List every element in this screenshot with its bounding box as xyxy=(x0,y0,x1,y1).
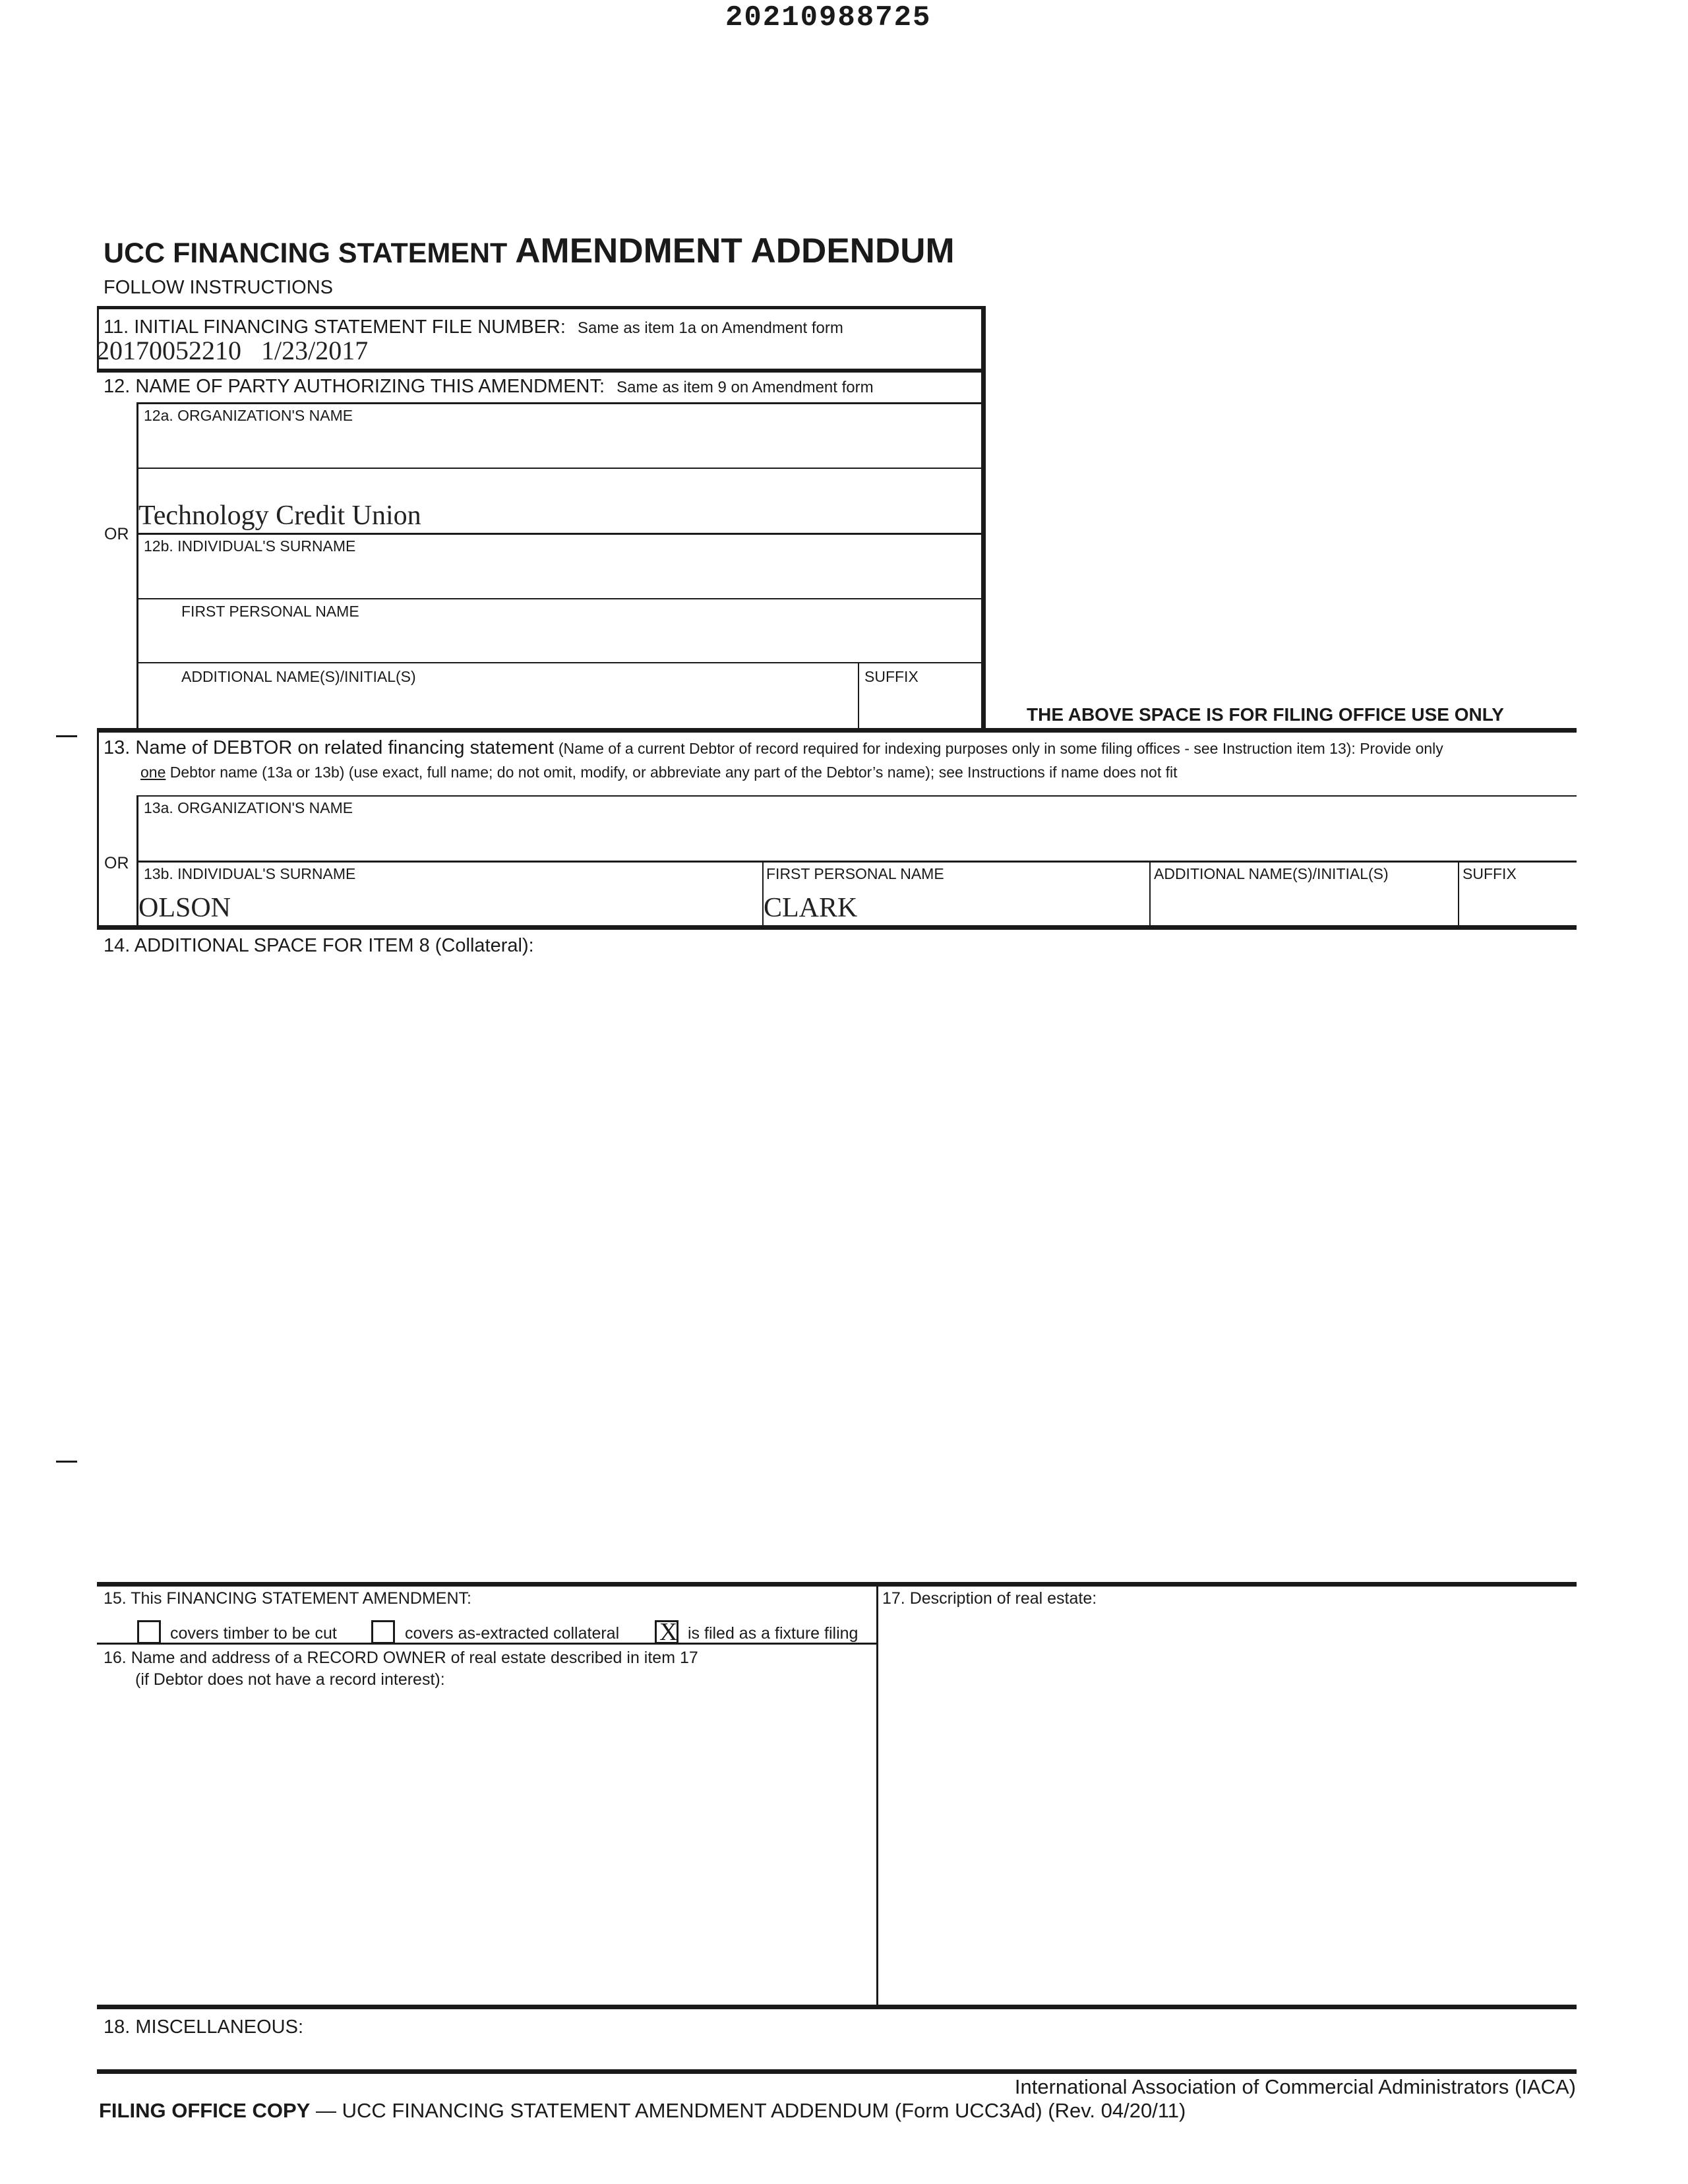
form-title-part1: UCC FINANCING STATEMENT xyxy=(104,237,516,269)
item11-file-number: 20170052210 1/23/2017 xyxy=(96,336,369,365)
item12-or: OR xyxy=(104,525,129,543)
item13-note2-underline: one xyxy=(140,764,166,781)
footer-copy-rest: — UCC FINANCING STATEMENT AMENDMENT ADDENDUM (Form UCC3Ad) (Rev. 04/20/11) xyxy=(310,2099,1186,2122)
item16-title: 16. Name and address of a RECORD OWNER of real estate described in item 17 xyxy=(104,1649,698,1667)
item16-label xyxy=(104,1649,698,1668)
item13-title: 13. Name of DEBTOR on related financing statement xyxy=(104,737,554,758)
item12-suffix-label: SUFFIX xyxy=(864,668,919,685)
footer-copy-bold: FILING OFFICE COPY xyxy=(99,2099,311,2122)
item13-additional-label: ADDITIONAL NAME(S)/INITIAL(S) xyxy=(1154,865,1389,882)
item12-first-name-label: FIRST PERSONAL NAME xyxy=(181,603,359,620)
item13a-label: 13a. ORGANIZATION'S NAME xyxy=(144,799,353,816)
item13-label-line2 xyxy=(140,764,1178,781)
item15-title: 15. This FINANCING STATEMENT AMENDMENT: xyxy=(104,1589,471,1608)
item18-label: 18. MISCELLANEOUS: xyxy=(104,2017,303,2038)
item12a-label: 12a. ORGANIZATION'S NAME xyxy=(144,407,353,424)
item12b-label: 12b. INDIVIDUAL'S SURNAME xyxy=(144,537,356,555)
item12a-org-name: Technology Credit Union xyxy=(138,501,421,531)
item13-suffix-label: SUFFIX xyxy=(1462,865,1517,882)
item12-label xyxy=(104,376,874,398)
item13b-label: 13b. INDIVIDUAL'S SURNAME xyxy=(144,865,356,882)
item12-additional-label: ADDITIONAL NAME(S)/INITIAL(S) xyxy=(181,668,416,685)
item14-label: 14. ADDITIONAL SPACE FOR ITEM 8 (Collateral): xyxy=(104,935,534,956)
fixture-filing-checkbox[interactable] xyxy=(655,1620,678,1644)
item13-note1: (Name of a current Debtor of record required for indexing purposes only in some filing offices - see Instruction item 13): Provide only xyxy=(558,740,1443,757)
as-extracted-label: covers as-extracted collateral xyxy=(405,1624,620,1643)
item13b-surname: OLSON xyxy=(138,893,231,923)
follow-instructions: FOLLOW INSTRUCTIONS xyxy=(104,277,334,298)
fixture-filing-label: is filed as a fixture filing xyxy=(688,1624,859,1643)
filing-office-note: THE ABOVE SPACE IS FOR FILING OFFICE USE ONLY xyxy=(1027,704,1504,725)
item13-first-name-label: FIRST PERSONAL NAME xyxy=(766,865,944,882)
item17-label: 17. Description of real estate: xyxy=(882,1589,1097,1608)
item13-first-name: CLARK xyxy=(764,893,858,923)
footer-iaca: International Association of Commercial Administrators (IACA) xyxy=(1014,2075,1576,2098)
document-number: 20210988725 xyxy=(725,1,932,34)
timber-label: covers timber to be cut xyxy=(170,1624,337,1643)
item13-or: OR xyxy=(104,854,129,872)
as-extracted-checkbox[interactable] xyxy=(371,1620,395,1644)
item12-title: 12. NAME OF PARTY AUTHORIZING THIS AMENDMENT: xyxy=(104,376,605,397)
footer-form-id xyxy=(99,2099,1186,2123)
form-title xyxy=(104,231,955,271)
fixture-filing-checkmark: X xyxy=(659,1618,678,1646)
item11-note: Same as item 1a on Amendment form xyxy=(578,319,843,337)
item16-label-line2: (if Debtor does not have a record interest): xyxy=(135,1670,445,1689)
item13-label-line1 xyxy=(104,737,1443,759)
item15-label xyxy=(104,1589,471,1608)
form-title-part2: AMENDMENT ADDENDUM xyxy=(515,231,955,270)
item11-title: 11. INITIAL FINANCING STATEMENT FILE NUMBER: xyxy=(104,317,566,338)
item12-note: Same as item 9 on Amendment form xyxy=(617,379,874,396)
item13-note2: Debtor name (13a or 13b) (use exact, full name; do not omit, modify, or abbreviate any part of the Debtor’s name); see Instructions if name does not fit xyxy=(166,764,1178,781)
timber-checkbox[interactable] xyxy=(137,1620,161,1644)
